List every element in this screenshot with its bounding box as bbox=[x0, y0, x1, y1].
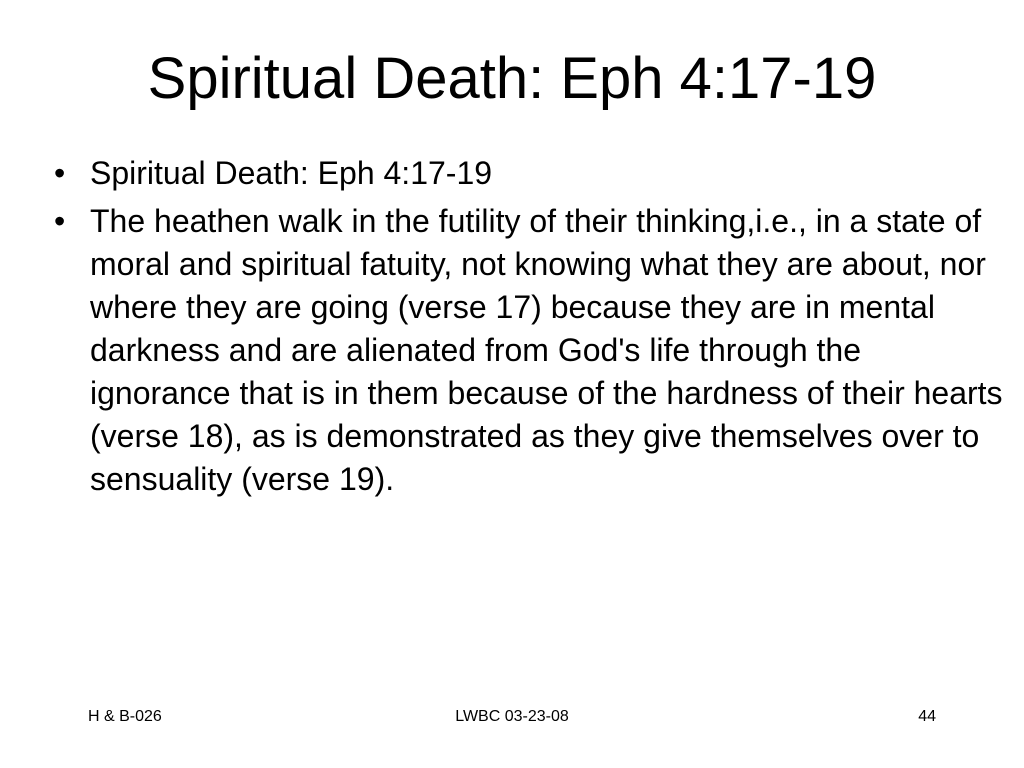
bullet-item bbox=[54, 200, 1004, 501]
bullet-item bbox=[54, 152, 1004, 195]
bullet-marker: • bbox=[54, 155, 66, 191]
bullet-marker: • bbox=[54, 203, 66, 239]
footer-date: LWBC 03-23-08 bbox=[455, 708, 569, 725]
footer-left-label: H & B-026 bbox=[88, 708, 162, 725]
slide-title: Spiritual Death: Eph 4:17-19 bbox=[147, 46, 877, 111]
bullet-text: Spiritual Death: Eph 4:17-19 bbox=[90, 155, 493, 191]
slide-number: 44 bbox=[918, 708, 936, 725]
bullet-list bbox=[54, 152, 1004, 506]
bullet-text: The heathen walk in the futility of their thinking,i.e., in a state of moral and spiritual fatuity, not knowing what they are about, nor where they are going (verse 17) because they are in mental darkness and are alienated from God's life through the ignorance that is in them because of the hardness of their hearts (verse 18), as is demonstrated as they give themselves over to sensuality (verse 19). bbox=[90, 203, 1003, 497]
